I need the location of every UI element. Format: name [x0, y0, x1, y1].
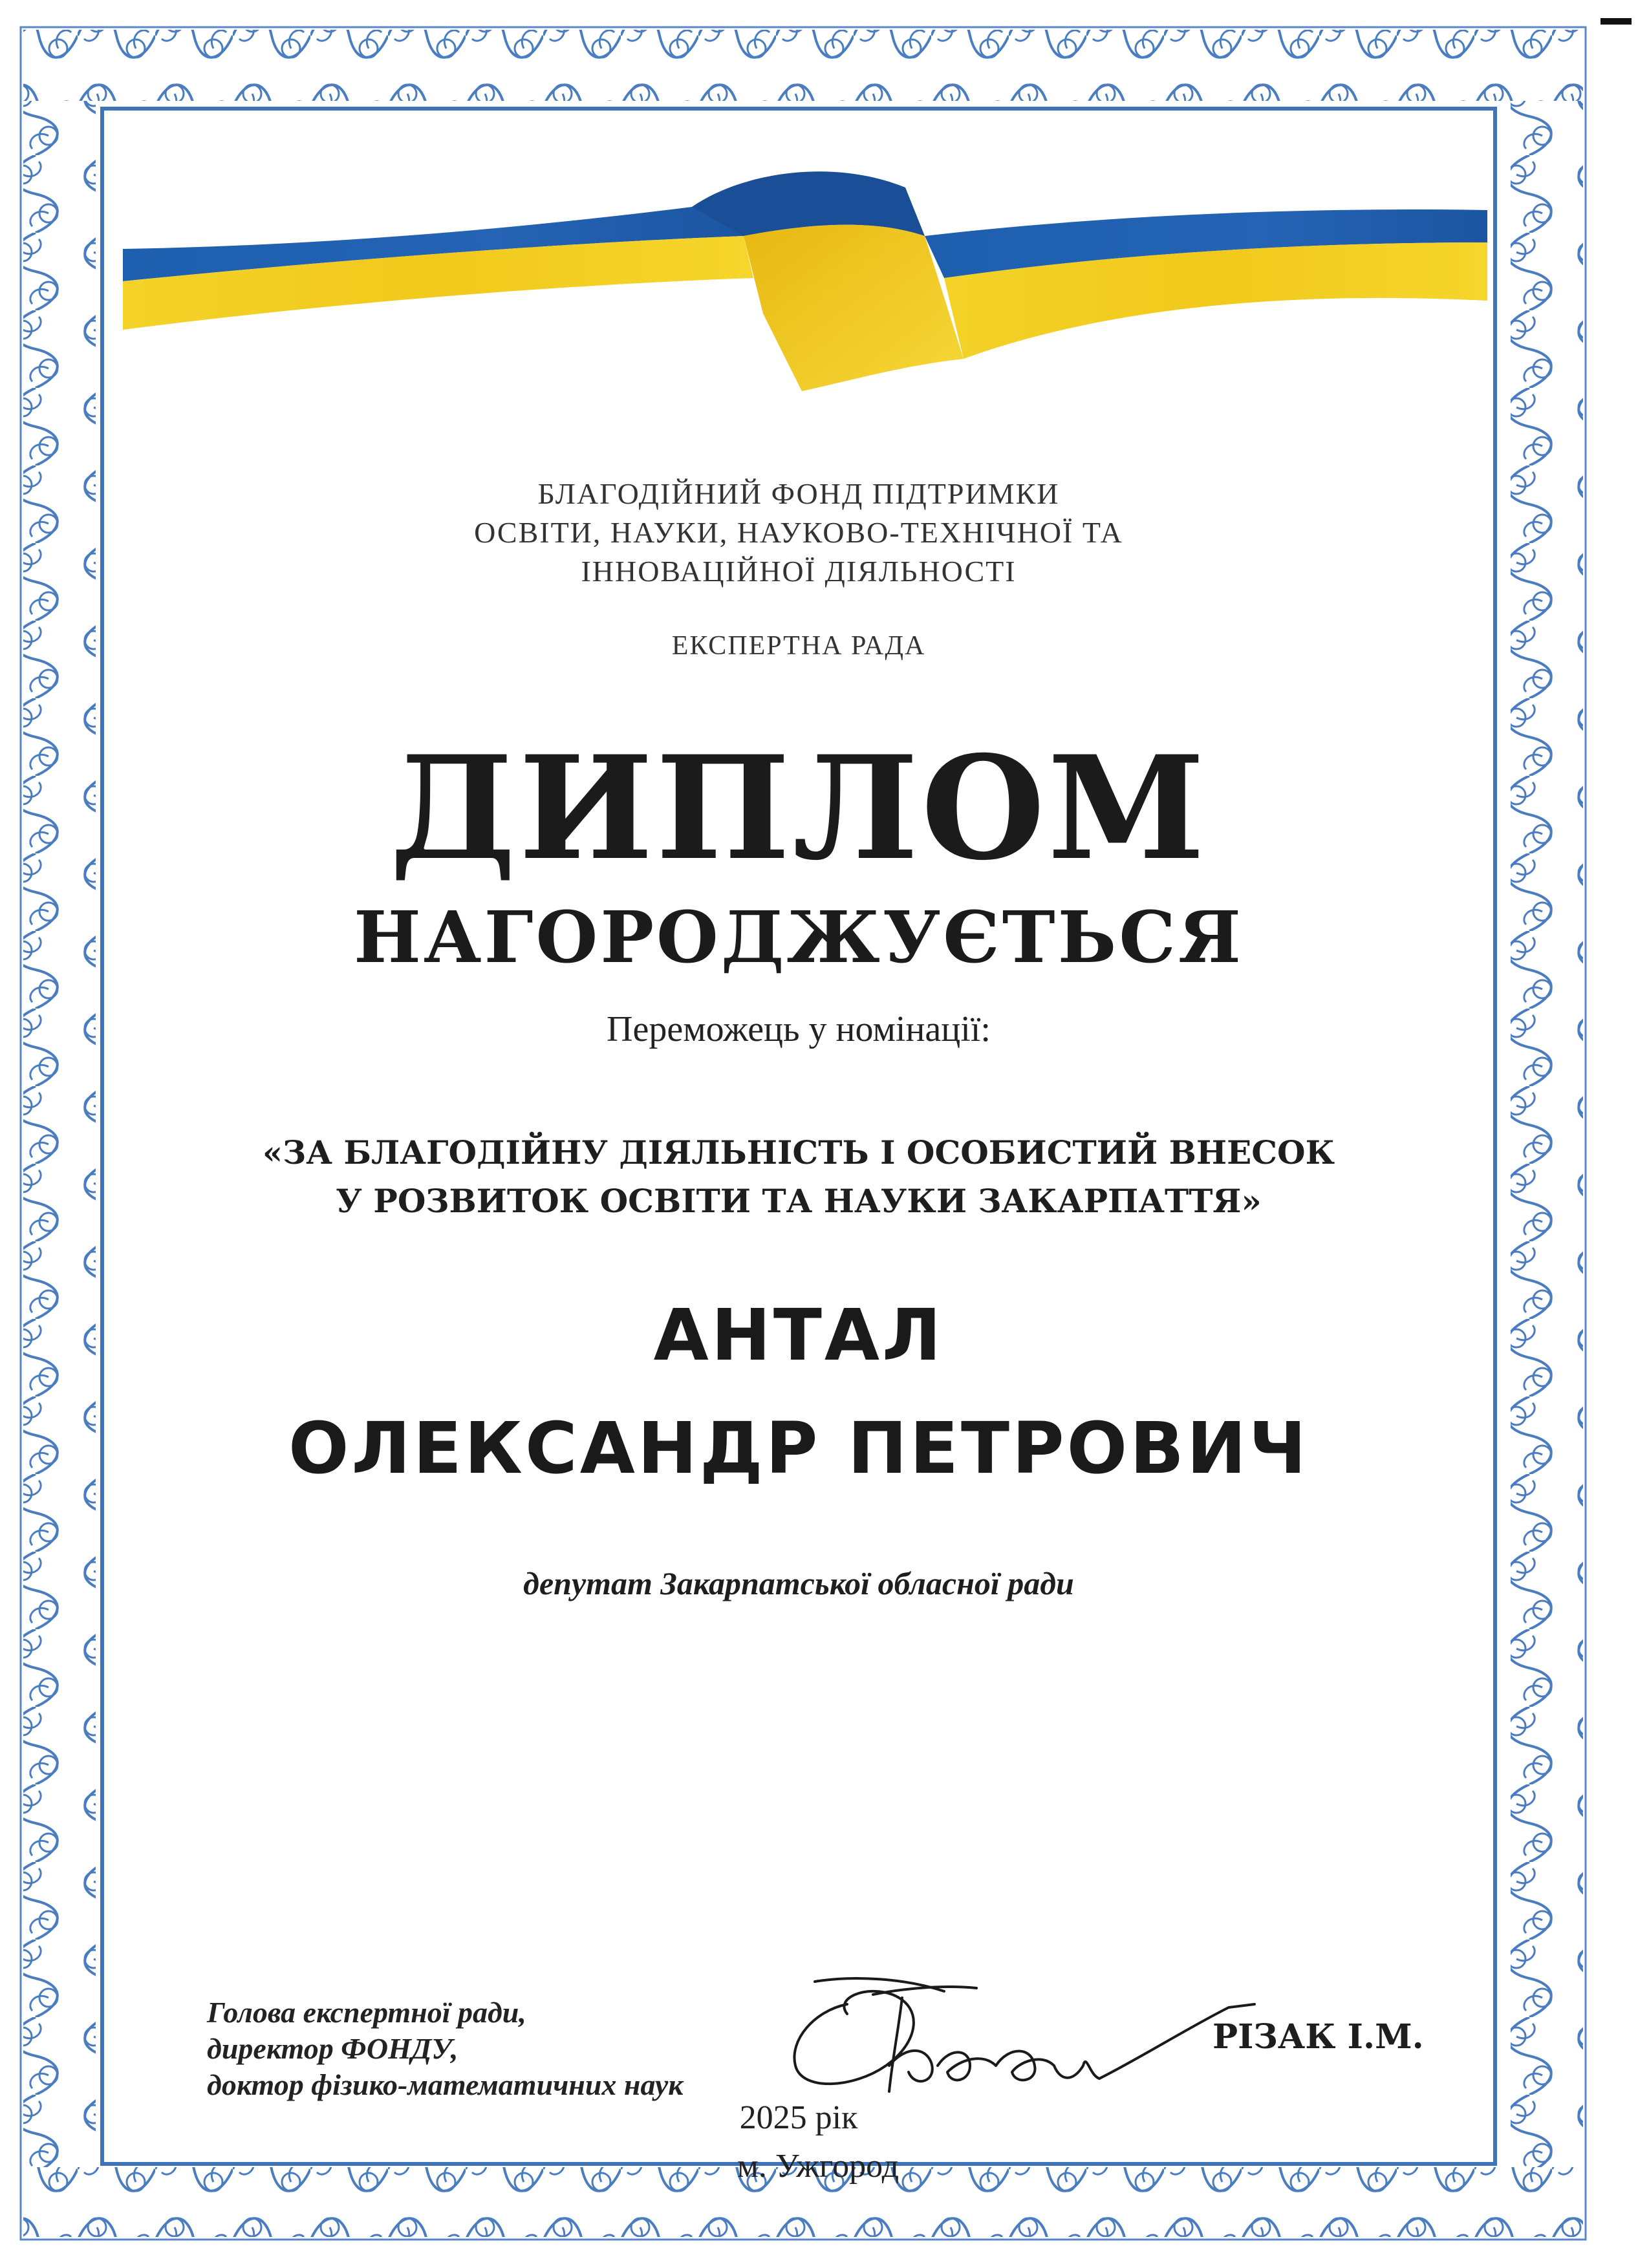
diploma-title: ДИПЛОМ — [389, 724, 1208, 892]
footer-city: м. Ужгород — [737, 2148, 900, 2185]
signatory-title-line-1: Голова експертної ради, — [207, 1996, 526, 2029]
signatory-title-line-2: директор ФОНДУ, — [207, 2032, 458, 2065]
recipient-given-names: ОЛЕКСАНДР ПЕТРОВИЧ — [288, 1407, 1309, 1490]
organization-line-3: ІННОВАЦІЙНОЇ ДІЯЛЬНОСТІ — [581, 555, 1017, 588]
nomination-line-2: У РОЗВИТОК ОСВІТИ ТА НАУКИ ЗАКАРПАТТЯ» — [336, 1182, 1262, 1220]
awarded-heading: НАГОРОДЖУЄТЬСЯ — [354, 895, 1244, 979]
organization-line-1: БЛАГОДІЙНИЙ ФОНД ПІДТРИМКИ — [537, 477, 1060, 510]
winner-label: Переможець у номінації: — [607, 1009, 991, 1049]
ukrainian-flag-ribbon — [123, 145, 1487, 417]
recipient-surname: АНТАЛ — [653, 1294, 944, 1376]
nomination-line-1: «ЗА БЛАГОДІЙНУ ДІЯЛЬНІСТЬ І ОСОБИСТИЙ ВНЕСОК — [262, 1133, 1335, 1171]
expert-council: ЕКСПЕРТНА РАДА — [671, 631, 926, 661]
organization-line-2: ОСВІТИ, НАУКИ, НАУКОВО-ТЕХНІЧНОЇ ТА — [474, 516, 1123, 549]
signatory-title-line-3: доктор фізико-математичних наук — [207, 2068, 684, 2101]
signatory-name: РІЗАК І.М. — [1212, 2017, 1424, 2057]
signatory-titles — [207, 1995, 684, 2103]
recipient-position: депутат Закарпатської обласної ради — [523, 1565, 1074, 1601]
footer-year: 2025 рік — [739, 2099, 858, 2136]
